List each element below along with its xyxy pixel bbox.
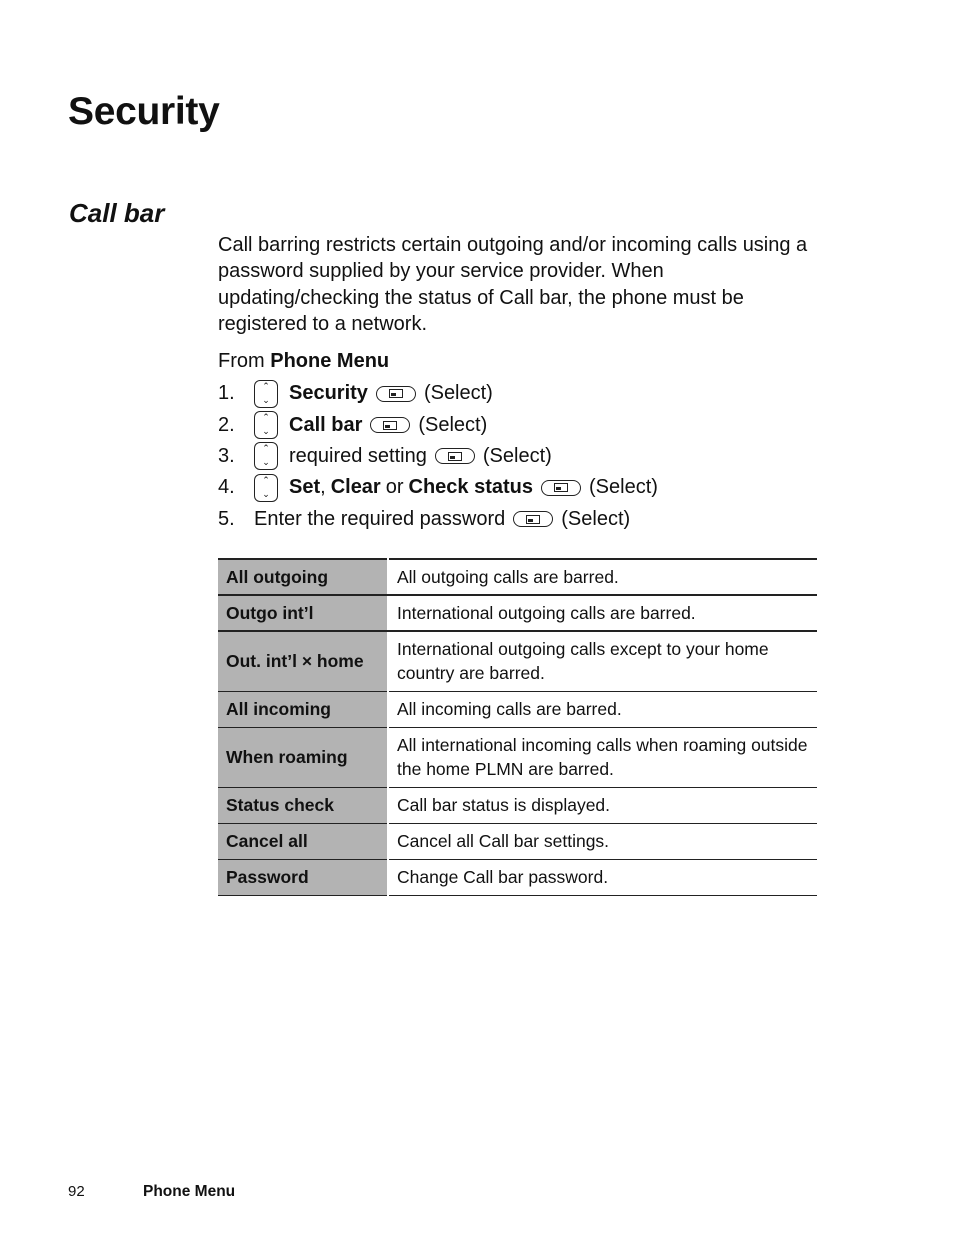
select-soft-key-icon bbox=[376, 386, 416, 402]
option-description: Call bar status is displayed. bbox=[388, 787, 817, 823]
option-description: International outgoing calls are barred. bbox=[388, 595, 817, 631]
intro-paragraph: Call barring restricts certain outgoing and/or incoming calls using a password supplied by your service provider. When updating/checking the status of Call bar, the phone must be registered to a network. bbox=[218, 234, 808, 335]
option-name: All outgoing bbox=[218, 559, 388, 595]
step-option-check-status: Check status bbox=[408, 476, 534, 499]
page-title: Security bbox=[68, 90, 220, 133]
step-label: Enter the required password bbox=[254, 507, 506, 530]
table-row bbox=[218, 631, 817, 691]
step-option-set: Set bbox=[289, 476, 321, 499]
step-label: Security bbox=[289, 382, 368, 405]
step-number: 5. bbox=[218, 507, 235, 530]
select-soft-key-icon bbox=[435, 448, 475, 464]
up-down-navigation-key-icon: ⌃ ⌄ bbox=[254, 474, 278, 502]
step-label: required setting bbox=[289, 444, 427, 467]
step-action: (Select) bbox=[589, 476, 658, 499]
step-number: 2. bbox=[218, 413, 235, 436]
step-number: 4. bbox=[218, 476, 235, 499]
option-description: All incoming calls are barred. bbox=[388, 691, 817, 727]
step-or: or bbox=[385, 476, 404, 499]
option-name: Status check bbox=[218, 787, 388, 823]
step-action: (Select) bbox=[418, 413, 488, 436]
option-description: All outgoing calls are barred. bbox=[388, 559, 817, 595]
table-row bbox=[218, 559, 817, 595]
up-down-navigation-key-icon: ⌃ ⌄ bbox=[254, 411, 278, 439]
step-action: (Select) bbox=[561, 507, 631, 530]
call-bar-options-table bbox=[218, 558, 817, 896]
step-label: Call bar bbox=[289, 413, 363, 436]
step-number: 1. bbox=[218, 382, 235, 405]
step-4 bbox=[218, 472, 818, 503]
page-number: 92 bbox=[68, 1183, 85, 1200]
option-description: All international incoming calls when roaming outside the home PLMN are barred. bbox=[388, 727, 817, 787]
table-row bbox=[218, 727, 817, 787]
step-comma: , bbox=[320, 476, 326, 499]
option-name: When roaming bbox=[218, 727, 388, 787]
option-name: Cancel all bbox=[218, 823, 388, 859]
up-down-navigation-key-icon: ⌃ ⌄ bbox=[254, 442, 278, 470]
step-1 bbox=[218, 378, 818, 409]
step-number: 3. bbox=[218, 444, 235, 467]
select-soft-key-icon bbox=[541, 480, 581, 496]
step-list bbox=[218, 378, 818, 534]
option-description: Change Call bar password. bbox=[388, 859, 817, 895]
option-description: International outgoing calls except to your home country are barred. bbox=[388, 631, 817, 691]
option-name: All incoming bbox=[218, 691, 388, 727]
table-row bbox=[218, 859, 817, 895]
option-name: Outgo int’l bbox=[218, 595, 388, 631]
table-row bbox=[218, 787, 817, 823]
from-line bbox=[218, 348, 818, 374]
select-soft-key-icon bbox=[370, 417, 410, 433]
option-name: Out. int’l × home bbox=[218, 631, 388, 691]
footer-chapter-title: Phone Menu bbox=[143, 1183, 236, 1200]
select-soft-key-icon bbox=[513, 511, 553, 527]
table-row bbox=[218, 823, 817, 859]
step-action: (Select) bbox=[423, 382, 493, 405]
table-row bbox=[218, 691, 817, 727]
content-body bbox=[218, 232, 818, 535]
up-down-navigation-key-icon: ⌃ ⌄ bbox=[254, 380, 278, 408]
step-option-clear: Clear bbox=[330, 476, 381, 499]
step-3 bbox=[218, 441, 818, 472]
step-2 bbox=[218, 409, 818, 440]
table-row bbox=[218, 595, 817, 631]
from-label: From bbox=[218, 350, 265, 373]
step-5 bbox=[218, 503, 818, 534]
option-name: Password bbox=[218, 859, 388, 895]
option-description: Cancel all Call bar settings. bbox=[388, 823, 817, 859]
section-title: Call bar bbox=[69, 198, 165, 228]
step-action: (Select) bbox=[482, 444, 552, 467]
from-menu: Phone Menu bbox=[270, 350, 390, 373]
